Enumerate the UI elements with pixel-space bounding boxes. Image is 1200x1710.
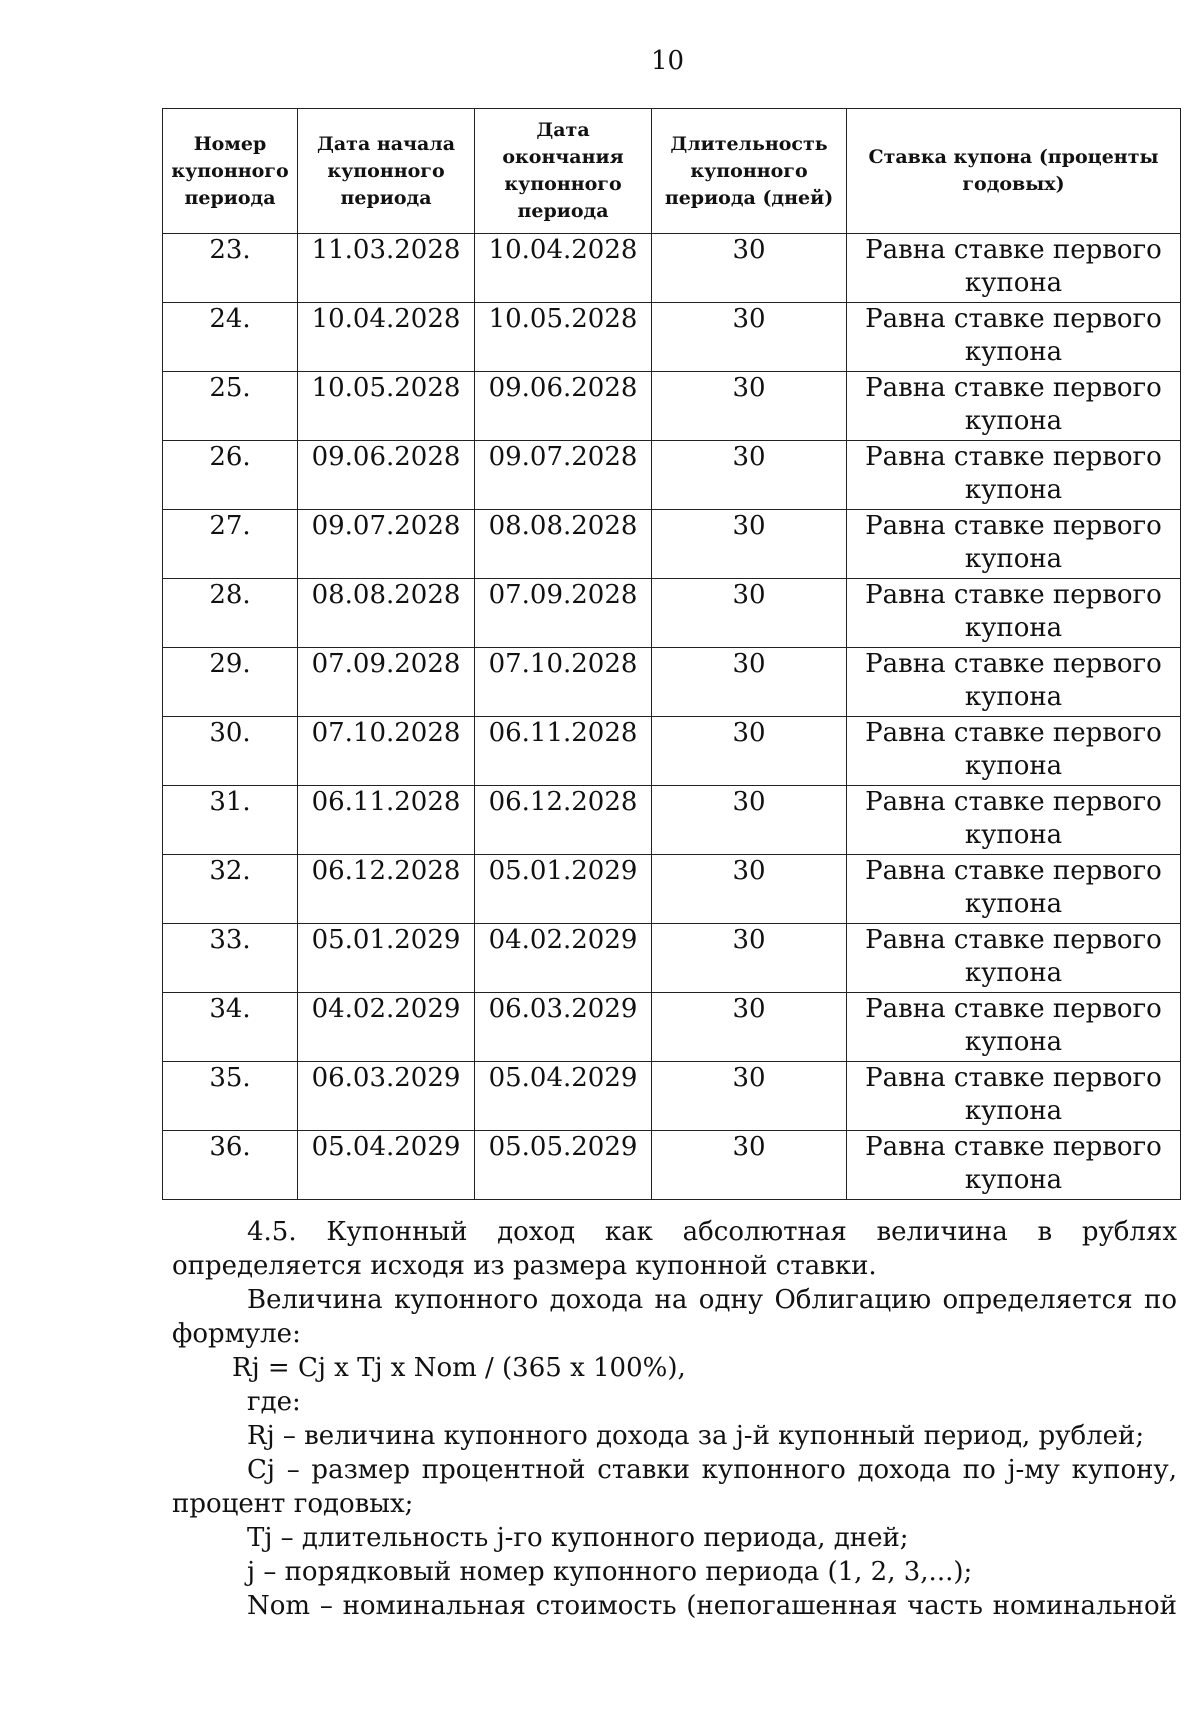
cell-coupon-number: 28. xyxy=(163,579,298,648)
cell-duration: 30 xyxy=(652,372,847,441)
cell-coupon-number: 30. xyxy=(163,717,298,786)
definition-j: j – порядковый номер купонного периода (1, 2, 3,...); xyxy=(247,1557,973,1587)
cell-end-date: 07.09.2028 xyxy=(475,579,652,648)
cell-duration: 30 xyxy=(652,648,847,717)
definition-nom: Nom – номинальная стоимость (непогашенная часть номинальной xyxy=(247,1591,1177,1621)
table-row xyxy=(163,855,1181,924)
cell-end-date: 08.08.2028 xyxy=(475,510,652,579)
cell-coupon-rate: Равна ставке первого купона xyxy=(847,372,1181,441)
paragraph-coupon-income: 4.5. Купонный доход как абсолютная величина в рублях определяется исходя из размера купонной ставки. xyxy=(172,1217,1177,1281)
definition-rj: Rj – величина купонного дохода за j-й купонный период, рублей; xyxy=(247,1421,1145,1451)
paragraph-formula-intro: Величина купонного дохода на одну Облигацию определяется по формуле: xyxy=(172,1285,1177,1349)
cell-coupon-number: 33. xyxy=(163,924,298,993)
cell-duration: 30 xyxy=(652,303,847,372)
cell-coupon-number: 24. xyxy=(163,303,298,372)
cell-coupon-rate: Равна ставке первого купона xyxy=(847,579,1181,648)
where-label: где: xyxy=(247,1387,301,1417)
header-start-date: Дата начала купонного периода xyxy=(298,109,475,234)
table-body xyxy=(163,234,1181,1200)
cell-coupon-number: 27. xyxy=(163,510,298,579)
cell-duration: 30 xyxy=(652,510,847,579)
cell-end-date: 07.10.2028 xyxy=(475,648,652,717)
cell-coupon-rate: Равна ставке первого купона xyxy=(847,234,1181,303)
table-row xyxy=(163,648,1181,717)
cell-duration: 30 xyxy=(652,1062,847,1131)
coupon-formula: Rj = Cj x Tj x Nom / (365 x 100%), xyxy=(232,1353,686,1383)
cell-coupon-rate: Равна ставке первого купона xyxy=(847,510,1181,579)
cell-start-date: 09.06.2028 xyxy=(298,441,475,510)
cell-duration: 30 xyxy=(652,924,847,993)
table-header-row xyxy=(163,109,1181,234)
header-coupon-rate: Ставка купона (проценты годовых) xyxy=(847,109,1181,234)
header-end-date: Дата окончания купонного периода xyxy=(475,109,652,234)
cell-coupon-number: 26. xyxy=(163,441,298,510)
cell-duration: 30 xyxy=(652,786,847,855)
table-row xyxy=(163,441,1181,510)
cell-start-date: 10.05.2028 xyxy=(298,372,475,441)
coupon-schedule-table xyxy=(162,108,1181,1200)
cell-coupon-number: 36. xyxy=(163,1131,298,1200)
cell-coupon-rate: Равна ставке первого купона xyxy=(847,441,1181,510)
table-row xyxy=(163,372,1181,441)
table-row xyxy=(163,717,1181,786)
cell-duration: 30 xyxy=(652,579,847,648)
cell-start-date: 06.12.2028 xyxy=(298,855,475,924)
cell-start-date: 04.02.2029 xyxy=(298,993,475,1062)
cell-coupon-rate: Равна ставке первого купона xyxy=(847,924,1181,993)
table-row xyxy=(163,1062,1181,1131)
cell-coupon-rate: Равна ставке первого купона xyxy=(847,1062,1181,1131)
definition-tj: Tj – длительность j-го купонного периода, дней; xyxy=(247,1523,909,1553)
cell-end-date: 05.04.2029 xyxy=(475,1062,652,1131)
table-row xyxy=(163,579,1181,648)
cell-coupon-number: 32. xyxy=(163,855,298,924)
cell-end-date: 06.12.2028 xyxy=(475,786,652,855)
cell-duration: 30 xyxy=(652,993,847,1062)
cell-end-date: 06.11.2028 xyxy=(475,717,652,786)
cell-end-date: 04.02.2029 xyxy=(475,924,652,993)
cell-start-date: 10.04.2028 xyxy=(298,303,475,372)
cell-duration: 30 xyxy=(652,1131,847,1200)
cell-coupon-rate: Равна ставке первого купона xyxy=(847,993,1181,1062)
table-row xyxy=(163,510,1181,579)
table-row xyxy=(163,924,1181,993)
cell-coupon-rate: Равна ставке первого купона xyxy=(847,303,1181,372)
table-row xyxy=(163,993,1181,1062)
table-row xyxy=(163,1131,1181,1200)
cell-end-date: 10.05.2028 xyxy=(475,303,652,372)
cell-coupon-number: 23. xyxy=(163,234,298,303)
cell-coupon-number: 29. xyxy=(163,648,298,717)
cell-start-date: 09.07.2028 xyxy=(298,510,475,579)
cell-coupon-rate: Равна ставке первого купона xyxy=(847,855,1181,924)
cell-coupon-rate: Равна ставке первого купона xyxy=(847,648,1181,717)
cell-end-date: 05.05.2029 xyxy=(475,1131,652,1200)
cell-coupon-rate: Равна ставке первого купона xyxy=(847,1131,1181,1200)
cell-end-date: 06.03.2029 xyxy=(475,993,652,1062)
page-number: 10 xyxy=(650,46,685,76)
cell-coupon-rate: Равна ставке первого купона xyxy=(847,786,1181,855)
cell-start-date: 11.03.2028 xyxy=(298,234,475,303)
cell-end-date: 05.01.2029 xyxy=(475,855,652,924)
cell-duration: 30 xyxy=(652,441,847,510)
header-duration: Длительность купонного периода (дней) xyxy=(652,109,847,234)
cell-coupon-number: 25. xyxy=(163,372,298,441)
cell-end-date: 09.06.2028 xyxy=(475,372,652,441)
cell-coupon-number: 34. xyxy=(163,993,298,1062)
header-coupon-number: Номер купонного периода xyxy=(163,109,298,234)
cell-start-date: 05.04.2029 xyxy=(298,1131,475,1200)
table-row xyxy=(163,786,1181,855)
cell-duration: 30 xyxy=(652,717,847,786)
definition-cj: Cj – размер процентной ставки купонного дохода по j-му купону, процент годовых; xyxy=(172,1455,1177,1519)
cell-start-date: 06.03.2029 xyxy=(298,1062,475,1131)
cell-start-date: 06.11.2028 xyxy=(298,786,475,855)
cell-coupon-number: 35. xyxy=(163,1062,298,1131)
table-row xyxy=(163,303,1181,372)
cell-coupon-number: 31. xyxy=(163,786,298,855)
body-text xyxy=(172,1215,1177,1623)
cell-start-date: 07.10.2028 xyxy=(298,717,475,786)
cell-start-date: 05.01.2029 xyxy=(298,924,475,993)
cell-start-date: 07.09.2028 xyxy=(298,648,475,717)
cell-start-date: 08.08.2028 xyxy=(298,579,475,648)
cell-end-date: 10.04.2028 xyxy=(475,234,652,303)
cell-coupon-rate: Равна ставке первого купона xyxy=(847,717,1181,786)
cell-end-date: 09.07.2028 xyxy=(475,441,652,510)
cell-duration: 30 xyxy=(652,855,847,924)
cell-duration: 30 xyxy=(652,234,847,303)
table-row xyxy=(163,234,1181,303)
